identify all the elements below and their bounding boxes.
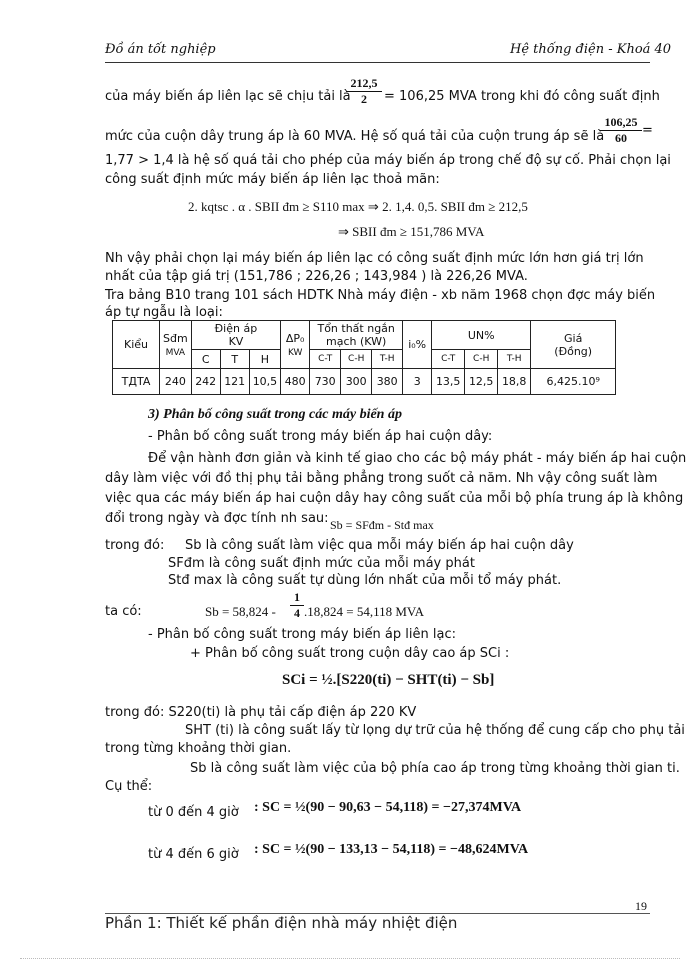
fraction-denominator: 60 xyxy=(615,131,627,145)
table-header: Điện áp KV xyxy=(191,321,281,350)
table-header: Kiểu xyxy=(113,321,160,369)
table-header: Giá (Đồng) xyxy=(531,321,616,369)
text-line: Tra bảng B10 trang 101 sách HDTK Nhà máy điện - xb năm 1968 chọn đợc máy biến xyxy=(105,288,656,303)
table-cell: 13,5 xyxy=(432,369,465,395)
header-left: Đồ án tốt nghiệp xyxy=(105,42,216,57)
text-line: Để vận hành đơn giản và kinh tế giao cho các bộ máy phát - máy biến áp hai cuộn xyxy=(148,451,687,466)
table-subheader: C-T xyxy=(432,350,465,369)
text-line: đổi trong ngày và đợc tính nh sau: xyxy=(105,511,329,526)
table-cell: 12,5 xyxy=(465,369,498,395)
text-line: nhất của tập giá trị (151,786 ; 226,26 ; 143,984 ) là 226,26 MVA. xyxy=(105,269,528,284)
table-cell: 18,8 xyxy=(498,369,531,395)
text-line: công suất định mức máy biến áp liên lạc thoả mãn: xyxy=(105,172,440,187)
table-cell: 6,425.10⁹ xyxy=(531,369,616,395)
case-label: từ 0 đến 4 giờ xyxy=(148,805,239,820)
table-subheader: C xyxy=(191,350,220,369)
table-header: Sđm MVA xyxy=(160,321,192,369)
table-subheader: T-H xyxy=(372,350,403,369)
formula-sci: SCi = ½.[S220(ti) − SHT(ti) − Sb] xyxy=(282,672,495,688)
text-line: SFđm là công suất định mức của mỗi máy phát xyxy=(168,556,475,571)
table-subheader: T-H xyxy=(498,350,531,369)
table-cell: 10,5 xyxy=(249,369,281,395)
table-header: ΔP₀ KW xyxy=(281,321,310,369)
section-title: 3) Phân bố công suất trong các máy biến áp xyxy=(148,407,402,422)
case-equation: : SC = ½(90 − 90,63 − 54,118) = −27,374MVA xyxy=(254,800,522,815)
text-line: + Phân bố công suất trong cuộn dây cao áp SCi : xyxy=(190,646,510,661)
table-cell: 240 xyxy=(160,369,192,395)
calc-text: .18,824 = 54,118 MVA xyxy=(304,604,425,619)
fraction-denominator: 2 xyxy=(361,92,367,106)
fraction xyxy=(290,590,304,621)
text-line: mức của cuộn dây trung áp là 60 MVA. Hệ số quá tải của cuộn trung áp sẽ là xyxy=(105,129,605,144)
table-cell: 300 xyxy=(341,369,372,395)
formula-sb: Sb = SFđm - Stđ max xyxy=(330,518,434,532)
table-subheader: H xyxy=(249,350,281,369)
table-header: UN% xyxy=(432,321,531,350)
table-subheader: C-H xyxy=(341,350,372,369)
equals-sign: = xyxy=(642,123,653,138)
table-subheader: C-H xyxy=(465,350,498,369)
table-header: Tổn thất ngắn mạch (KW) xyxy=(310,321,403,350)
table-cell: TДTA xyxy=(113,369,160,395)
text-line: dây làm việc với đồ thị phụ tải bằng phẳng trong suốt cả năm. Nh vậy công suất làm xyxy=(105,471,658,486)
text-line: SHT (ti) là công suất lấy từ lọng dự trữ của hệ thống để cung cấp cho phụ tải xyxy=(185,723,685,738)
table-subheader: C-T xyxy=(310,350,341,369)
fraction-numerator: 212,5 xyxy=(346,76,382,92)
page-number: 19 xyxy=(635,899,647,913)
page-edge xyxy=(20,958,680,959)
case-label: từ 4 đến 6 giờ xyxy=(148,847,239,862)
text-line: Sb là công suất làm việc qua mỗi máy biến áp hai cuộn dây xyxy=(185,538,574,553)
fraction-denominator: 4 xyxy=(294,606,300,620)
text-line: = 106,25 MVA trong khi đó công suất định xyxy=(384,89,660,104)
calc-text: Sb = 58,824 - xyxy=(205,604,276,619)
table-cell: 480 xyxy=(281,369,310,395)
fraction-numerator: 106,25 xyxy=(600,115,642,131)
text-line: Stđ max là công suất tự dùng lớn nhất của mỗi tổ máy phát. xyxy=(168,573,562,588)
text-line: Sb là công suất làm việc của bộ phía cao áp trong từng khoảng thời gian ti. xyxy=(190,761,680,776)
table-cell: 3 xyxy=(403,369,432,395)
text-line: - Phân bố công suất trong máy biến áp hai cuộn dây: xyxy=(148,429,493,444)
text-line: trong đó: xyxy=(105,538,165,553)
table-cell: 730 xyxy=(310,369,341,395)
case-equation: : SC = ½(90 − 133,13 − 54,118) = −48,624MVA xyxy=(254,842,529,857)
fraction xyxy=(346,76,382,107)
text-line: Cụ thể: xyxy=(105,779,153,794)
header-right: Hệ thống điện - Khoá 40 xyxy=(510,42,672,57)
table-header: i₀% xyxy=(403,321,432,369)
text-line: - Phân bố công suất trong máy biến áp liên lạc: xyxy=(148,627,456,642)
fraction-numerator: 1 xyxy=(290,590,304,606)
transformer-spec-table xyxy=(112,320,616,395)
footer-text: Phần 1: Thiết kế phần điện nhà máy nhiệt điện xyxy=(105,914,458,932)
text-line: Nh vậy phải chọn lại máy biến áp liên lạc có công suất định mức lớn hơn giá trị lớn xyxy=(105,251,644,266)
table-cell: 121 xyxy=(220,369,249,395)
inequality-1: 2. kqtsc . α . SBII đm ≥ S110 max ⇒ 2. 1,4. 0,5. SBII đm ≥ 212,5 xyxy=(188,199,528,214)
table-cell: 242 xyxy=(191,369,220,395)
inequality-2: ⇒ SBII đm ≥ 151,786 MVA xyxy=(338,224,485,239)
text-line: áp tự ngẫu là loại: xyxy=(105,305,223,320)
table-cell: 380 xyxy=(372,369,403,395)
text-line: ta có: xyxy=(105,604,142,619)
table-subheader: T xyxy=(220,350,249,369)
text-line: việc qua các máy biến áp hai cuộn dây hay công suất của mỗi bộ phía trung áp là không xyxy=(105,491,684,506)
text-line: trong đó: S220(ti) là phụ tải cấp điện áp 220 KV xyxy=(105,705,417,720)
text-line: của máy biến áp liên lạc sẽ chịu tải là xyxy=(105,89,351,104)
header-rule xyxy=(105,62,650,63)
text-line: 1,77 > 1,4 là hệ số quá tải cho phép của máy biến áp trong chế độ sự cố. Phải chọn lại xyxy=(105,153,671,168)
text-line: trong từng khoảng thời gian. xyxy=(105,741,292,756)
fraction xyxy=(600,115,642,146)
